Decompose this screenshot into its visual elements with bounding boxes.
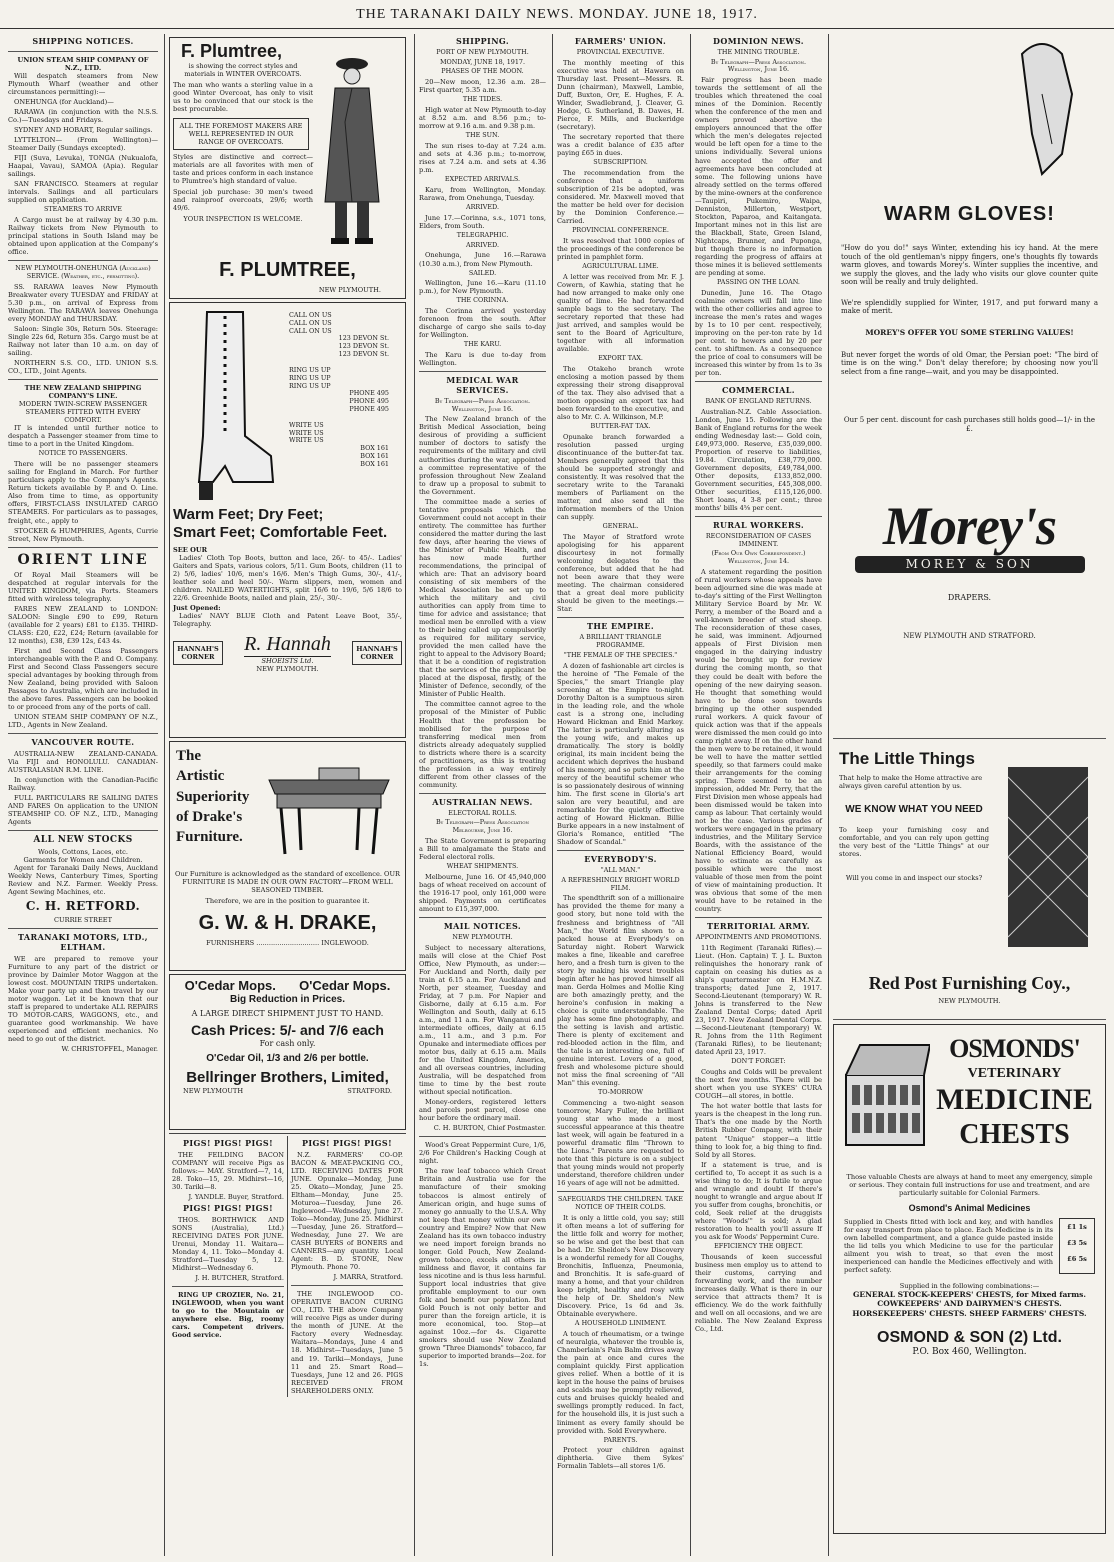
red-post-name: Red Post Furnishing Coy.,	[868, 973, 1071, 993]
plumtree-ad	[169, 37, 406, 299]
call-us-1: CALL ON US	[289, 311, 332, 319]
pigs-heading-3: PIGS! PIGS! PIGS!	[301, 1138, 392, 1148]
plumtree-place: NEW PLYMOUTH.	[318, 285, 381, 294]
lime-body: A letter was received from Mr. F. J. Cowern, of Kawhia, stating that he had now arranged to make only one quality of lime. He had forwarded sample bags to the secretary. The secretary reported that these had just arrived, and samples would be sent to the Board of Agriculture, together with all information available.	[557, 272, 684, 353]
omar-quote: But never forget the words of old Omar, the Persian poet: "The bird of time is on the wing." Don't delay therefore; by choosing now you'll select from a fine range—wait, and you may be disappointed.	[841, 350, 1098, 376]
sun-body: The sun rises to-day at 7.24 a.m. and sets at 4.36 p.m.; to-morrow, rises at 7.24 a.m. and sets at 4.36 p.m.	[419, 141, 546, 175]
overcoat-man-illustration	[309, 52, 395, 248]
arrived-body: June 17.—Corinna, s.s., 1071 tons, Elders, from South.	[419, 213, 546, 230]
writing-table-illustration	[259, 750, 399, 860]
plumtree-title: F. Plumtree,	[181, 41, 283, 61]
vancouver-body: AUSTRALIA-NEW ZEALAND-CANADA. Via FIJI and HONOLULU. CANADIAN-AUSTRALASIAN R.M. LINE.	[8, 750, 158, 775]
pigs-heading-1: PIGS! PIGS! PIGS!	[182, 1138, 273, 1148]
everybodys-body: The spendthrift son of a millionaire has provided the theme for many a good story, but none told with the freshness and brightness of "All Man," the World film shown to a packed house at Everybody's on Saturday night. Robert Warwick makes a fine, likeable and carefree hero, and a fresh turn is given to the story by making his worst troubles begin after he has proved himself all man. Gerda Holmes and Mollie King are both amazingly pretty, and the heroine's confusion in making a choice is quite understandable. The play has some fine photography, and the setting is lavish and artistic. There is plenty of excitement and red-blooded action in the film, and the tale is an interesting one, full of genuine interest. Lovers of a good, fresh and wholesome picture should not miss the final screening of "All Man" this evening.	[557, 894, 684, 1088]
plumtree-styles: Styles are distinctive and correct—materials are all favorites with men of taste and prices conform in each instance to Plumtree's high standard of value.	[173, 153, 313, 186]
vancouver-cpr: In conjunction with the Canadian-Pacific Railway.	[8, 776, 158, 793]
plumtree-special: Special job purchase: 30 men's tweed and rainproof overcoats, 29/6; worth 49/6.	[173, 188, 313, 213]
wheat-body: Melbourne, June 16. Of 45,940,000 bags of wheat received on account of the 1916-17 pool, only 161,000 were shipped. Payments on certificates amount to £15,397,000.	[419, 872, 546, 913]
rarawa-body: SS. RARAWA leaves New Plymouth Breakwater every TUESDAY and FRIDAY at 5.30 p.m., on arrival of Express from Wellington. The RARAWA leaves Onehunga every MONDAY and THURSDAY.	[8, 282, 158, 323]
woods-verse: If a statement is true, and is certified to, To accept it as such is a wise thing to do; It is futile to argue and wrangle and doubt If there's nought to wrangle and argue about If you suffer from coughs, bronchitis, or cold, Seek relief at the druggists where "Woods'" is sold; A glad restoration to health you'll assure If you ask for Woods' Peppermint Cure.	[695, 1160, 822, 1241]
safeguards-body: It is only a little cold, you say; still it often means a lot of suffering for the little folk and worry for mother, so be wise and get the best that can be had. Dr. Sheldon's New Discovery is a wonderful remedy for all Coughs, Bronchitis, Influenza, Pneumonia, and Bronchitis. It is safe-guard of many a home, and that your children keep bright, healthy and rosy with the help of Dr. Sheldon's New Discovery. Price, 1s 6d and 3s. Obtainable everywhere.	[557, 1213, 684, 1319]
arrived-2-heading: ARRIVED.	[466, 240, 499, 249]
everybodys-heading: EVERYBODY'S.	[584, 854, 657, 865]
drake-name: G. W. & H. DRAKE,	[198, 912, 377, 935]
marra-sig: J. MARRA, Stratford.	[333, 1273, 403, 1282]
everybodys-quote: "ALL MAN."	[600, 865, 641, 874]
medical-para-1: The New Zealand branch of the British Medical Association, being desirous of providing a sufficient number of doctors to satisfy the requirements of the military and civil authorities during the war, appointed a committee representative of the profession throughout New Zealand to draw up a proposal to submit to the Government.	[419, 415, 546, 496]
hannah-corner-right: HANNAH'S CORNER	[352, 641, 402, 665]
orient-fares-2: First and Second Class Passengers interchangeable with the P. and O. Company. First and Second Class Passengers secure special advantages by booking through from New Zealand, being provided with Saloon Passages to Australia, which are included in the above fares. Passengers can be booked to or proceed from any of the ports of call.	[8, 646, 158, 712]
osmonds-chests: CHESTS	[959, 1119, 1070, 1151]
farmers-union-heading: FARMERS' UNION.	[574, 36, 667, 46]
subscription-body: The recommendation from the conference that a uniform subscription of 21s be adopted, was considered. Mr. Maxwell moved that the matter be held over for decision by the Dominion Conference.—Carried.	[557, 168, 684, 225]
rural-sub: RECONSIDERATION OF CASES IMMINENT.	[705, 531, 812, 548]
export-tax-body: The Otakeho branch wrote enclosing a motion passed by them expressing their strong disapproval of the tax. They also advised that a motion opposing an export tax had been forwarded to the executive, and also to Mr. C. A. Wilkinson, M.P.	[557, 364, 684, 421]
taranaki-motors-body: WE are prepared to remove your Furniture to any part of the district or province by Daimler Motor Waggon at the lowest cost. MOUNTAIN TRIPS undertaken. Make your party up and then travel by our motor waggon. Let it be known that our staff is prepared to undertake ALL REPAIRS TO MOTOR-CARS, WAGGONS, etc., and guarantee good workmanship. We have experienced and efficient mechanics. No need to go out of the district.	[8, 954, 158, 1043]
fu-para-2: The secretary reported that there was a credit balance of £35 after paying £65 in dues.	[557, 132, 684, 157]
shipping-heading: SHIPPING.	[455, 36, 510, 46]
fu-para-1: The monthly meeting of this executive was held at Hawera on Thursday last. Present—Messrs. R. Dunn (chairman), Maxwell, Lambie, Duff, Buxton, Orr, E. Hughes, F. A. Winder, Swadlebrand, J. Cleaver, G. Hodge, G. Sutherland, B. Dawes, H. Pierce, F. Mills, and Buckeridge (secretary).	[557, 58, 684, 131]
sailed-body: Wellington, June 16.—Karu (11.10 p.m.), for New Plymouth.	[419, 279, 546, 296]
efficiency-heading: EFFICIENCY THE OBJECT.	[714, 1241, 803, 1250]
drake-line-2: Artistic	[176, 768, 225, 785]
karu-heading: THE KARU.	[463, 340, 502, 349]
call-us-2: CALL ON US	[289, 318, 332, 327]
arrive-heading: STEAMERS TO ARRIVE	[44, 205, 122, 214]
bellringer-np: NEW PLYMOUTH	[183, 1087, 244, 1096]
garments-line: Garments for Women and Children.	[23, 856, 143, 865]
devon-st-2: 123 DEVON St.	[338, 342, 389, 351]
ocedar-shipment: A LARGE DIRECT SHIPMENT JUST TO HAND.	[191, 1009, 384, 1019]
phone-2: PHONE 495	[349, 397, 389, 406]
port-heading: PORT OF NEW PLYMOUTH.	[436, 47, 529, 56]
retford-street: CURRIE STREET	[54, 916, 112, 925]
efficiency-body: Thousands of keen successful business men employ us to attend to their customs, carrying and forwarding work, and the number increases daily. What is there in our service that attracts them? It is efficiency. We do the work faithfully and well on all occasions, and we are reliable. The New Zealand Express Co., Ltd.	[695, 1252, 822, 1333]
osmond-ad	[833, 1024, 1106, 1534]
osmond-animal: Osmond's Animal Medicines	[908, 1203, 1031, 1214]
onehunga-line: ONEHUNGA (for Auckland)—	[14, 97, 114, 106]
shipping-notices-column	[4, 34, 162, 1556]
farmers-union-column	[552, 34, 688, 1556]
ocedar-reduction: Big Reduction in Prices.	[229, 993, 346, 1005]
little-things-body: To keep your furnishing cosy and comfortable, and you can rely upon getting the very best of the "Little Things" at our stores.	[839, 825, 989, 859]
corinna-body: The Corinna arrived yesterday forenoon from the south. After discharge of cargo she sails to-day for Wellington.	[419, 307, 546, 340]
liniment-body: A touch of rheumatism, or a twinge of neuralgia, whatever the trouble is, Chamberlain's Pain Balm drives away the pain at once and cures the complaint quickly. First application gives relief. When a bottle of it is kept in the house the pains of bruises and scalds may be promptly relieved, cuts and bruises quickly healed and swellings promptly reduced. In fact, for the household ills, it is just such a liniment as every family should be provided with. Sold Everywhere.	[557, 1330, 684, 1435]
orient-agents: UNION STEAM SHIP COMPANY OF N.Z., LTD., Agents in New Zealand.	[8, 713, 158, 730]
bellringer-stratford: STRATFORD.	[347, 1087, 392, 1096]
box-2: BOX 161	[360, 452, 389, 460]
empire-sub: A BRILLIANT TRIANGLE PROGRAMME.	[579, 633, 662, 649]
shipping-notices-heading: SHIPPING NOTICES.	[32, 36, 134, 46]
tobacco-ad: The raw leaf tobacco which Great Britain and Australia use for the manufacture of their smoking tobaccos is almost entirely of American origin, and huge sums of money go annually to the U.S.A. Why not keep that money within our own country and Empire? Now that New Zealand has its own tobacco industry we need import foreign brands no longer. Gold Pouch, New Zealand-grown tobacco, excels all others in mildness and flavor, it contains far less nicotine and is thus less harmful. Support local industries that give profitable employment to our own folk and benefit our population. But Gold Pouch is not only better and purer than the foreign article, it is more economical, too. Stop—at against 10oz.—for 4s. Cigarette smokers should use New Zealand grown "Three Diamonds" tobacco, far superior to imported brands—2oz. for 1s.	[419, 1167, 546, 1369]
phone-1: PHONE 495	[349, 389, 389, 398]
rarawa-line: RARAWA (in conjunction with the N.S.S. Co.)—Tuesdays and Fridays.	[8, 107, 158, 124]
territorial-body: 11th Regiment (Taranaki Rifles).—Lieut. (Hon. Captain) T. J. L. Buxton relinquishes the honorary rank of captain on ceasing his duties as a ship's quartermaster on H.M.N.Z. transports; dated June 2, 1917. Second-Lieutenant (temporary) W. R. Johns is transferred to the New Zealand Dental Corps; dated April 23, 1917. New Zealand Dental Corps.—Second-Lieutenant (temporary) W. R. Johns from the 11th Regiment (Taranaki Rifles), to be lieutenant; dated April 23, 1917.	[695, 944, 822, 1057]
phone-3: PHONE 495	[349, 404, 389, 413]
write-us-3: WRITE US	[289, 436, 324, 445]
usc-body: Will despatch steamers from New Plymouth Wharf (weather and other circumstances permitting):—	[8, 71, 158, 96]
masthead: THE TARANAKI DAILY NEWS. MONDAY. JUNE 18, 1917.	[0, 6, 1114, 29]
ocedar-oil: O'Cedar Oil, 1/3 and 2/6 per bottle.	[206, 1052, 369, 1064]
sailed-heading: SAILED.	[468, 268, 497, 277]
rural-heading: RURAL WORKERS.	[712, 520, 805, 531]
mail-body: Subject to necessary alterations, mails will close at the Chief Post Office, New Plymouth, as under:— For Auckland and North, daily per train at 6.15 a.m. For Auckland and North, per steamer, Tuesday and Friday, at 7 p.m. For Napier and Gisborne, daily at 6.15 a.m. For Wellington and South, daily at 6.15 a.m., and 11 a.m. For Wanganui and intermediate offices, daily at 6.15 a.m., 11 a.m., and 3 p.m. For Opunake and intermediate offices per motor bus, daily at 6.15 a.m. Mails for the United Kingdom, America, and all overseas countries, including Australia, will be despatched from time to time by the best route without special notification.	[419, 943, 546, 1097]
hannah-headline-2: Smart Feet; Comfortable Feet.	[173, 524, 388, 542]
drake-therefore: Therefore, we are in the position to guarantee it.	[205, 897, 370, 906]
export-tax-heading: EXPORT TAX.	[598, 354, 643, 362]
empire-heading: THE EMPIRE.	[586, 621, 655, 632]
ring-us-3: RING US UP	[289, 381, 331, 390]
sydney-line: SYDNEY AND HOBART, Regular sailings.	[14, 126, 153, 134]
electoral-byline: By Telegraph—Press Association Melbourne, June 16.	[435, 818, 530, 835]
osmond-supplied: Supplied in Chests fitted with lock and key, and with handles for easy transport from place to place. Each Medicine is in its own labelled compartment, and a glance guide pasted inside the lid tells you which Medicine to use for the particular ailment you wish to treat, so that even the most inexperienced can handle the Medicines effectively and with perfect safety.	[844, 1218, 1053, 1275]
loan-heading: PASSING ON THE LOAN.	[717, 277, 800, 286]
price-3: £6 5s	[1067, 1255, 1087, 1264]
rural-byline: (From Our Own Correspondent.) Wellington, June 14.	[711, 549, 806, 566]
hannah-just-item: Ladies' NAVY BLUE Cloth and Patent Leave Boot, 35/-, Telegraphy.	[173, 611, 402, 628]
electoral-body: The State Government is preparing a Bill to amalgamate the State and Federal electoral rolls.	[419, 836, 546, 862]
gloves-body: "How do you do!" says Winter, extending his icy hand. At the mere touch of the old gentleman's nippy fingers, one's thoughts fly towards warm gloves, and towards Morey's. Winter supplies the incentive, and we supply the gloves, and the lady who visits our glove counter quite soon will be really and truly delighted.	[841, 244, 1098, 287]
butcher-sig: J. H. BUTCHER, Stratford.	[195, 1273, 284, 1282]
inspect-stocks: Will you come in and inspect our stocks?	[845, 874, 983, 883]
general-heading: GENERAL.	[602, 522, 639, 531]
everybodys-sub: A REFRESHINGLY BRIGHT WORLD FILM.	[561, 875, 680, 892]
cash-discount: Our 5 per cent. discount for cash purchases still holds good—1/- in the £.	[843, 416, 1096, 433]
wools-line: Wools, Cottons, Laces, etc.	[38, 848, 128, 857]
drake-line-5: Furniture.	[176, 829, 243, 845]
display-ads-column	[164, 34, 410, 1556]
drake-line-1: The	[176, 748, 202, 764]
dominion-news-column	[690, 34, 826, 1556]
butterfat-body: Opunake branch forwarded a resolution passed urging discontinuance of the butter-fat tax. Members generally agreed that this should be supported strongly and consistently. It was resolved that the secretary write to the Taranaki members of Parliament on the matter, and also send all the information members of the Union can supply.	[557, 432, 684, 522]
retford-agent: Agent for Taranaki Daily News, Auckland Weekly News, Canterbury Times, Sporting Review and N.Z. Farmer. Weekly Press. Agent Sewing Machines, etc.	[8, 864, 158, 897]
osmond-prices	[1059, 1218, 1095, 1274]
joint-agents: NORTHERN S.S. CO., LTD. UNION S.S. CO., LTD., Joint Agents.	[8, 359, 158, 376]
onehunga-heading: NEW PLYMOUTH-ONEHUNGA (Auckland) SERVICE. (Weather, etc., permitting).	[15, 264, 151, 281]
ocedar-cash-prices: Cash Prices: 5/- and 7/6 each	[191, 1021, 384, 1038]
medical-para-3: The committee cannot agree to the proposal of the Minister of Public Health that the profession be mobilised for the purpose of transferring medical men from districts already adequately supplied to districts where there is a scarcity of practitioners, as this is treating the profession in a way entirely different from other classes of the community.	[419, 700, 546, 789]
hannah-logo-sub: SHOEISTS Ltd.	[261, 657, 314, 666]
sun-heading: THE SUN.	[465, 131, 500, 140]
expected-heading: EXPECTED ARRIVALS.	[444, 175, 521, 184]
drake-body: Our Furniture is acknowledged as the standard of excellence. OUR FURNITURE IS MADE IN OUR OWN FACTORY—FROM WELL SEASONED TIMBER.	[175, 870, 400, 895]
sterling-values: MOREY'S OFFER YOU SOME STERLING VALUES!	[865, 327, 1074, 337]
red-post-place: NEW PLYMOUTH.	[938, 997, 1001, 1005]
retford-name: C. H. RETFORD.	[25, 899, 141, 914]
hannah-place: NEW PLYMOUTH.	[256, 665, 319, 674]
drake-furnishers: FURNISHERS .............................. INGLEWOOD.	[206, 938, 369, 947]
mining-body: Fair progress has been made towards the settlement of all the troubles which threatened the coal mines of the Dominion. Recently when the conference of the men and owners proved abortive the employers announced that the offer which the men's delegates rejected would be left open for a time to the unions individually. Several unions have accepted the offer and agreements have been concluded at some. The following unions have already settled on the terms offered by the mine-owners at the conference—Taupiri, Pukemiro, Waipa, Denniston, Millerton, Westport, Stockton, Paparoa, and Kaitangata. Important mines not in this list are the Blackball, State, Green Island, Nightcaps, Brunner, and Puponga, but though there is no information regarding the progress of affairs at those mines it is believed settlements are pending at some.	[695, 76, 822, 277]
parents-heading: PARENTS.	[603, 1435, 638, 1444]
plumtree-body: The man who wants a sterling value in a good Winter Overcoat, has only to visit us to be convinced that our stock is the best procurable.	[173, 80, 313, 113]
lamp-shade-illustration	[998, 757, 1098, 957]
boot-illustration	[173, 306, 283, 506]
burton-sig: C. H. BURTON, Chief Postmaster.	[433, 1124, 546, 1133]
lime-heading: AGRICULTURAL LIME.	[582, 261, 659, 270]
ring-us-1: RING US UP	[289, 365, 331, 374]
hannah-logo: R. Hannah	[244, 632, 331, 657]
arrive-body: A Cargo must be at railway by 4.30 p.m. Railway tickets from New Plymouth to principal stations in South Island may be obtained upon application at the Company's office.	[8, 216, 158, 257]
right-ads-column	[828, 34, 1110, 1556]
osmonds-name: OSMONDS'	[949, 1034, 1080, 1063]
write-us-1: WRITE US	[289, 420, 324, 429]
plumtree-footer: F. PLUMTREE,	[219, 258, 356, 281]
christoffel-sig: W. CHRISTOFFEL, Manager.	[61, 1044, 158, 1053]
karu-body: The Karu is due to-day from Wellington.	[419, 351, 546, 368]
prov-conf-body: It was resolved that 1000 copies of the proceedings of the conference be printed in pamphlet form.	[557, 236, 684, 261]
hannah-headline-1: Warm Feet; Dry Feet;	[173, 506, 324, 523]
usc-title: UNION STEAM SHIP COMPANY OF N.Z., LTD.	[17, 55, 149, 72]
mail-body-2: Money-orders, registered letters and parcels post parcel, close one hour before the ordinary mail.	[419, 1098, 546, 1123]
commercial-heading: COMMERCIAL.	[722, 385, 795, 396]
ocedar-title-2: O'Cedar Mops.	[299, 978, 391, 993]
empire-body: A dozen of fashionable art circles is the heroine of "The Female of the Species," the smart Triangle play screening at the Empire to-night. Dorothy Dalton is a sumptuous siren in the leading role, and the whole cast is a strong one, including Howard Hickman and Enid Markey. The latter is particularly alluring as the young wife, and makes up dramatically. The story is boldly original, its main incident being the accident which deprives the husband of his memory, and so puts him at the mercy of the beautiful schemer who is so passionately desirous of winning him. The first scene in Gloria's art salon are very beautiful, and are remarkable for the quietly effective acting of Howard Hickman. Billie Burke appears in a new instalment of Gloria's Romance, entitled "The Shadow of Scandal."	[557, 661, 684, 847]
moreys-ad	[833, 34, 1106, 734]
orient-line-title: ORIENT LINE	[17, 551, 149, 568]
price-2: £3 5s	[1067, 1239, 1087, 1248]
red-post-ad	[833, 743, 1106, 1015]
boe-heading: BANK OF ENGLAND RETURNS.	[705, 396, 812, 405]
orient-fares: FARES NEW ZEALAND to LONDON: SALOON: Single £90 to £99, Return (available for 2 years) £81 to £135. THIRD-CLASS: £20, £22, £24; Return (available for 12 months), £38, £39 12s, £43 4s.	[8, 604, 158, 645]
know-what-you-need: WE KNOW WHAT YOU NEED	[845, 803, 983, 815]
boe-body: Australian-N.Z. Cable Association. London, June 15. Following are the Bank of England returns for the week ending Wednesday last:— Gold coin, £49,973,000. Reserve, £35,039,000. Proportion of reserve to liabilities, 19.84. Circulation, £38,779,000. Government deposits, £49,784,000. Other deposits, £133,852,000. Government securities, £45,308,000. Other securities, £115,126,000. Short loans, 4 3-8 per cent.; three months' bills 4⅝ per cent.	[695, 407, 822, 513]
tides-heading: THE TIDES.	[462, 95, 503, 104]
subscription-heading: SUBSCRIPTION.	[593, 157, 648, 166]
hannah-items: Ladies' Cloth Top Boots, button and lace, 26/- to 45/-. Ladies' Gaiters and Spats, various colors, 5/11. Gum Boots, children (11 to 2) 5/6, ladies' 10/6, men's 16/6. Men's Thigh Gums, 30/-, 41/-, leather sole and heel 50/-. Warm slippers, men, women and children. NAILED WATERTIGHTS, split 16/6 to 19/6, 5/6 18/6 to 22/6. Greenhide Boots, nailed and plain, 25/-, 30/-.	[173, 553, 402, 602]
drake-line-4: of Drake's	[176, 808, 243, 825]
hannah-see: SEE OUR	[173, 545, 208, 554]
gloves-supplied: We're splendidly supplied for Winter, 1917, and put forward many a make of merit.	[841, 298, 1098, 316]
sf-line: SAN FRANCISCO. Steamers at regular intervals. Sailings and all particulars supplied on application.	[8, 180, 158, 205]
warm-gloves-heading: WARM GLOVES!	[884, 203, 1055, 225]
rural-body: A statement regarding the position of rural workers whose appeals have been adjourned sine die was made at to-day's sitting of the First Wellington Military Service Board by Mr. W. Perry, a member of the Board and a well-known breeder of stud sheep. The reconsideration of these cases, he said, was imminent. Adjourned appeals of First Division men engaged in the dairying industry would be brought up for review during the coming month, so that they could be dealt with before the opening of the new dairying season. He thought that something would have to be done soon towards bringing up the other suspended rural workers. A quick favour of quick action was that if the appeals were dismissed the men could go into camp right away. If on the other hand the men were to be retained, it would be well to have the matter settled speedily, so that farmers could make their arrangements for the coming spring. There seemed to be an impression, added Mr. Perry, that the First Division men whose appeals had been dismissed would be taken into camp as labour. That certainly would not be the case. Various grades of workers were engaged in the primary industries, and the Military Service Boards, with the assistance of the National Efficiency Board, would have to estimate as carefully as possible which were the most valuable of those men from the point of view of maintaining production. It was obvious that some of the men would have to be retained in the country.	[695, 568, 822, 914]
box-3: BOX 161	[360, 459, 389, 468]
hannah-ad	[169, 302, 406, 738]
all-new-stocks: ALL NEW STOCKS	[33, 835, 133, 846]
ocedar-ad	[169, 974, 406, 1130]
yandle-sig: J. YANDLE. Buyer, Stratford.	[188, 1192, 284, 1201]
borthwick-body: THOS. BORTHWICK AND SONS (Australia), Ltd.) RECEIVING DATES FOR JUNE. Urenui, Monday 11. Waitara—Monday 4, 11. Toko—Monday 4. Stratford—Tuesday 5, 12. Midhirst—Wednesday 6.	[172, 1215, 284, 1272]
shipping-date: MONDAY, JUNE 18, 1917.	[439, 57, 526, 66]
forget-body: Coughs and Colds will be prevalent the next few months. There will be short when you use SYKES' CURA COUGH—all stores, in bottle.	[695, 1068, 822, 1101]
nz-farmers-bacon: N.Z. FARMERS' CO-OP. BACON & MEAT-PACKING CO., LTD. RECEIVING DATES FOR JUNE. Opunake—Monday, June 25. Okato—Monday, June 25. Eltham—Monday, June 25. Moturoa—Tuesday, June 26. Inglewood—Wednesday, June 27. Toko—Monday, June 25. Midhirst—Tuesday, June 26. Stratford—Wednesday, June 27. We are CASH BUYERS of BONERS and CANNERS—any quantity. Local Agent: B. D. STONE, New Plymouth. Phone 70.	[291, 1150, 403, 1272]
empire-quote: "THE FEMALE OF THE SPECIES."	[563, 650, 678, 659]
vancouver-particulars: FULL PARTICULARS RE SAILING DATES AND FARES On application to the UNION STEAMSHIP CO. OF N.Z., LTD., Managing Agents	[8, 794, 158, 827]
osmond-firm: OSMOND & SON (2) Ltd.	[877, 1328, 1062, 1346]
little-things-tag: That help to make the Home attractive are always given careful attention by us.	[839, 773, 983, 790]
general-body: The Mayor of Stratford wrote apologising for his apparent discourtesy in not formally welcoming delegates to the conference, but added that he had not been aware that they were meeting. The chairman considered that a great deal more publicity should be given to the meetings.—Star.	[557, 533, 684, 614]
medical-heading: MEDICAL WAR SERVICES.	[446, 375, 519, 395]
orient-body: Of Royal Mail Steamers will be despatched at regular intervals for the UNITED KINGDOM, via Ports. Steamers fitted with wireless telegraphy.	[8, 570, 158, 603]
pigs-notices	[169, 1133, 406, 1397]
ring-us-2: RING US UP	[289, 373, 331, 382]
drake-line-3: Superiority	[176, 788, 250, 805]
glove-hand-illustration	[1002, 34, 1102, 184]
little-things-title: The Little Things	[839, 749, 975, 768]
hannah-corner-left: HANNAH'S CORNER	[173, 641, 223, 665]
dominion-heading: DOMINION NEWS.	[713, 36, 804, 46]
australian-heading: AUSTRALIAN NEWS.	[432, 796, 533, 807]
medical-para-2: The committee made a series of tentative proposals which the Government could not accept in their entirety. The committee has further considered the matter during the last few days, after hearing the views of the Minister of Public Health, and has now made further recommendations, the principal of which are: That an advisory board consisting of six members of the Medical Association be set up to which the military and civil authorities can apply from time to time for advice and assistance; that medical men be enrolled with a view to their being called up compulsorily as required for military service, provided the men called have the right to appeal to the Advisory Board; that it be a condition of registration that the services of the applicant be placed at the disposal, firstly, of the Minister of Defence, secondly, of the Minister of Public Health.	[419, 497, 546, 699]
medical-byline: By Telegraph—Press Association. Wellington, June 16.	[434, 396, 531, 413]
arrived-heading: ARRIVED.	[466, 202, 499, 211]
electoral-heading: ELECTORAL ROLLS.	[448, 808, 517, 817]
twin-screw: MODERN TWIN-SCREW PASSENGER STEAMERS FITTED WITH EVERY COMFORT.	[18, 400, 148, 425]
medicine-chest-illustration	[840, 1035, 930, 1155]
stocker-agents: STOCKER & HUMPHRIES, Agents, Currie Street, New Plymouth.	[8, 526, 158, 543]
notice-heading: NOTICE TO PASSENGERS.	[38, 449, 128, 458]
devon-st-1: 123 DEVON St.	[338, 334, 389, 343]
corinna-heading: THE CORINNA.	[456, 296, 509, 305]
feilding-bacon: THE FEILDING BACON COMPANY will receive Pigs as follows:— MAY. Stratford—7, 14, 28. Toko—15, 29. Midhirst—16, 30. Tariki—8.	[172, 1150, 284, 1191]
moon-phases: 20—New moon, 12.36 a.m. 28—First quarter, 5.35 a.m.	[419, 78, 546, 95]
drapers-label: DRAPERS.	[947, 592, 992, 602]
twin-body: IT is intended until further notice to despatch a Passenger steamer from time to time to a port in the United Kingdom.	[8, 424, 158, 449]
combos-list: GENERAL STOCK-KEEPERS' CHESTS, for Mixed farms. COWKEEPERS' AND DAIRYMEN'S CHESTS. HORSEKEEPERS' CHESTS. SHEEP FARMERS' CHESTS.	[852, 1290, 1087, 1318]
moon-heading: PHASES OF THE MOON.	[441, 67, 524, 76]
expected-body: Karu, from Wellington, Monday. Rarawa, from Onehunga, Tuesday.	[419, 185, 546, 202]
forget-heading: DON'T FORGET:	[731, 1057, 786, 1066]
plumtree-invite: YOUR INSPECTION IS WELCOME.	[183, 215, 303, 224]
bellringer-name: Bellringer Brothers, Limited,	[186, 1068, 389, 1086]
provincial-exec: PROVINCIAL EXECUTIVE.	[576, 47, 665, 56]
ocedar-title-1: O'Cedar Mops.	[184, 978, 276, 993]
prov-conf-heading: PROVINCIAL CONFERENCE.	[572, 225, 669, 234]
mail-np-heading: NEW PLYMOUTH.	[452, 932, 513, 941]
butterfat-heading: BUTTER-FAT TAX.	[590, 422, 651, 431]
combos-heading: Supplied in the following combinations:—	[899, 1282, 1040, 1291]
plumtree-box: ALL THE FOREMOST MAKERS ARE WELL REPRESENTED IN OUR RANGE OF OVERCOATS.	[173, 118, 309, 150]
crozier-ad: RING UP CROZIER, No. 21, INGLEWOOD, when you want to go to the Mountain or anywhere else. Big, roomy cars. Competent drivers. Good service.	[172, 1290, 284, 1340]
saloon-fares: Saloon: Single 30s, Return 50s. Steerage: Single 22s 6d, Return 35s. Cargo must be at Railway not later than 10 a.m. on day of sailing.	[8, 325, 158, 358]
hannah-contacts	[283, 306, 402, 506]
notice-body: There will be no passenger steamers sailing for England in March. For further particulars apply to the Company's Agents. Return tickets available by P. and O. Line. Also from time to time, as opportunity offers, FIRST-CLASS INSULATED CARGO STEAMERS. For particulars as to passages, freight, etc., apply to	[8, 460, 158, 525]
wheat-heading: WHEAT SHIPMENTS.	[446, 862, 519, 871]
territorial-sub: APPOINTMENTS AND PROMOTIONS.	[695, 933, 822, 942]
parents-body: Protect your children against diphtheria. Give them Sykes' Formalin Tablets—all stores 1/6.	[557, 1446, 684, 1471]
tomorrow-heading: TO-MORROW	[597, 1088, 644, 1097]
shipping-news-column	[414, 34, 550, 1556]
woods-cure: Wood's Great Peppermint Cure, 1/6, 2/6 For Children's Hacking Cough at night.	[419, 1141, 546, 1166]
ocedar-cash-only: For cash only.	[259, 1038, 316, 1048]
osmond-desc: Those valuable Chests are always at hand to meet any emergency, simple or serious. They contain full instructions for use and treatment, and are particularly suitable for Colonial Farmers.	[846, 1173, 1093, 1198]
price-1: £1 1s	[1067, 1223, 1087, 1232]
inglewood-bacon: THE INGLEWOOD CO-OPERATIVE BACON CURING CO., LTD. THE above Company will receive Pigs as under during the month of JUNE. At the Factory every Wednesday. Waitara—Mondays, June 4 and 18. Midhirst—Tuesdays, June 5 and 19. Tariki—Mondays, June 11 and 25. Smart Road—Tuesdays, June 12 and 26. PIGS RECEIVED FROM SHAREHOLDERS ONLY.	[291, 1290, 403, 1395]
devon-st-3: 123 DEVON St.	[338, 350, 389, 359]
mining-heading: THE MINING TROUBLE.	[717, 47, 800, 56]
moreys-place: NEW PLYMOUTH AND STRATFORD.	[903, 632, 1036, 641]
telegraphic-heading: TELEGRAPHIC.	[456, 230, 509, 239]
call-us-3: CALL ON US	[289, 326, 332, 335]
lyttelton-line: LYTTELTON— (From Wellington)— Steamer Daily (Sundays excepted).	[8, 136, 158, 153]
fiji-line: FIJI (Suva, Levuka), TONGA (Nukualofa, Haapai, Vavau), SAMOA (Apia). Regular sailings.	[8, 154, 158, 179]
osmonds-veterinary: VETERINARY	[967, 1065, 1062, 1081]
nzsc-title: THE NEW ZEALAND SHIPPING COMPANY'S LINE.	[24, 384, 142, 401]
arrived-2-body: Onehunga, June 16.—Rarawa (10.30 a.m.), from New Plymouth.	[419, 251, 546, 268]
pigs-heading-2: PIGS! PIGS! PIGS!	[182, 1202, 273, 1213]
territorial-heading: TERRITORIAL ARMY.	[707, 921, 810, 932]
liniment-heading: A HOUSEHOLD LINIMENT.	[574, 1319, 667, 1328]
drake-ad	[169, 741, 406, 971]
plumtree-intro: is showing the correct styles and materials in WINTER OVERCOATS.	[184, 61, 302, 78]
mail-heading: MAIL NOTICES.	[443, 921, 522, 932]
moreys-logo: Morey's	[883, 496, 1056, 556]
tides-body: High water at New Plymouth to-day at 8.52 a.m. and 8.56 p.m.; to-morrow at 9.16 a.m. and 9.38 p.m.	[419, 106, 546, 131]
vancouver-title: VANCOUVER ROUTE.	[31, 737, 135, 748]
safeguards-heading: SAFEGUARDS THE CHILDREN. TAKE NOTICE OF THEIR COLDS.	[558, 1195, 683, 1212]
write-us-2: WRITE US	[289, 428, 324, 437]
tomorrow-body: Commencing a two-night season tomorrow, Mary Fuller, the brilliant young star who made a most successful appearance at this theatre last week, will again be featured in a powerful dramatic film "Thrown to the Lions." Parents are requested to note that this picture is on a subject that young minds would not properly understand, therefore children under 16 years of age will not be admitted.	[557, 1098, 684, 1188]
osmonds-medicine: MEDICINE	[936, 1082, 1093, 1116]
loan-body: Dunedin, June 16. The Otago coalmine owners will fall into line with the other collieries and agree to increase the men's rates and wages by 1s to 10 per cent. respectively, improving on the per-ton rate by 1d per cent. to hewers and by 20 per cent. to shiftmen. As a consequence the price of coal to consumers will be increased this winter by from 1s to 3s per ton.	[695, 288, 822, 378]
morey-son-band: MOREY & SON	[855, 556, 1085, 573]
taranaki-motors-title: TARANAKI MOTORS, LTD., ELTHAM.	[18, 932, 148, 952]
box-1: BOX 161	[360, 444, 389, 453]
mining-byline: By Telegraph—Press Association. Wellington, June 16.	[710, 57, 807, 74]
hot-water-bottle: The hot water bottle that lasts for years is the cheapest in the long run. That's the one made by the North British Rubber Company, with their patent "Unique" stopper—a little thing to look for, a big thing to find. Sold by all Stores.	[695, 1102, 822, 1159]
hannah-just-opened: Just Opened:	[173, 603, 221, 612]
osmond-address: P.O. Box 460, Wellington.	[912, 1347, 1027, 1358]
